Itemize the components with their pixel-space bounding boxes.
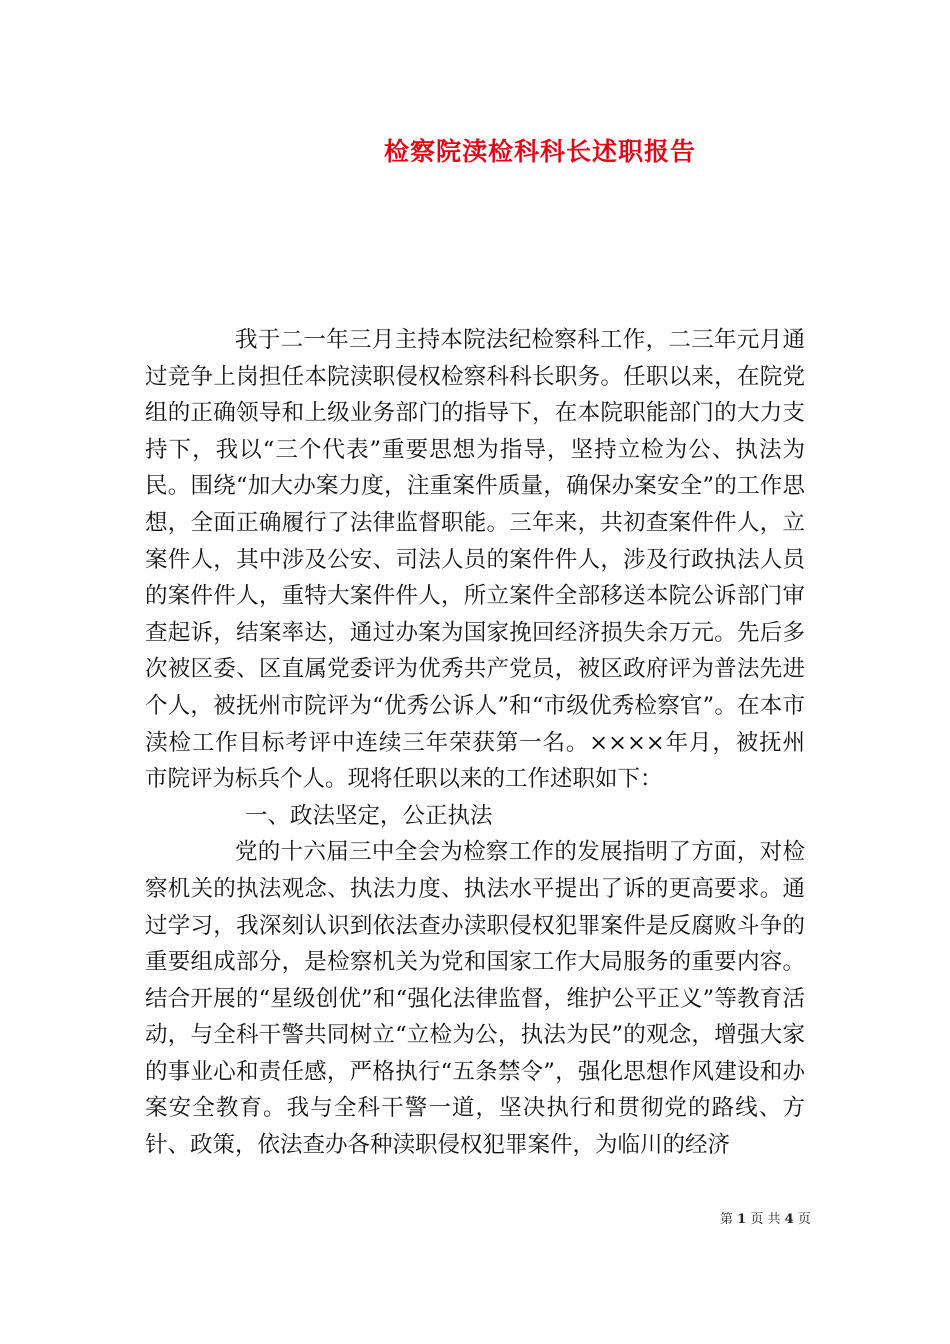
footer-prefix: 第 (720, 1212, 734, 1227)
page-footer (720, 1208, 810, 1227)
footer-page-number: 1 (737, 1212, 747, 1227)
document-body (145, 322, 805, 1164)
footer-suffix: 页 (797, 1212, 811, 1227)
paragraph-section-1: 党的十六届三中全会为检察工作的发展指明了方面，对检察机关的执法观念、执法力度、执法水平提出了诉的更高要求。通过学习，我深刻认识到依法查办渎职侵权犯罪案件是反腐败斗争的重要组成部分，是检察机关为党和国家工作大局服务的重要内容。结合开展的“星级创优”和“强化法律监督，维护公平正义”等教育活动，与全科干警共同树立“立检为公，执法为民”的观念，增强大家的事业心和责任感，严格执行“五条禁令”，强化思想作风建设和办案安全教育。我与全科干警一道，坚决执行和贯彻党的路线、方针、政策，依法查办各种渎职侵权犯罪案件，为临川的经济 (145, 839, 805, 1159)
paragraph-intro: 我于二一年三月主持本院法纪检察科工作，二三年元月通过竞争上岗担任本院渎职侵权检察科科长职务。任职以来，在院党组的正确领导和上级业务部门的指导下，在本院职能部门的大力支持下，我以“三个代表”重要思想为指导，坚持立检为公、执法为民。围绕“加大办案力度，注重案件质量，确保办案安全”的工作思想，全面正确履行了法律监督职能。三年来，共初查案件件人，立案件人，其中涉及公安、司法人员的案件件人，涉及行政执法人员的案件件人，重特大案件件人，所立案件全部移送本院公诉部门审查起诉，结案率达，通过办案为国家挽回经济损失余万元。先后多次被区委、区直属党委评为优秀共产党员，被区政府评为普法先进个人，被抚州市院评为“优秀公诉人”和“市级优秀检察官”。在本市渎检工作目标考评中连续三年荣获第一名。××××年月，被抚州市院评为标兵个人。现将任职以来的工作述职如下： (145, 327, 805, 793)
document-title: 检察院渎检科科长述职报告 (383, 137, 696, 166)
section-heading: 一、政法坚定，公正执法 (245, 802, 493, 829)
footer-middle: 页 共 (750, 1212, 781, 1227)
footer-total-pages: 4 (784, 1212, 794, 1227)
